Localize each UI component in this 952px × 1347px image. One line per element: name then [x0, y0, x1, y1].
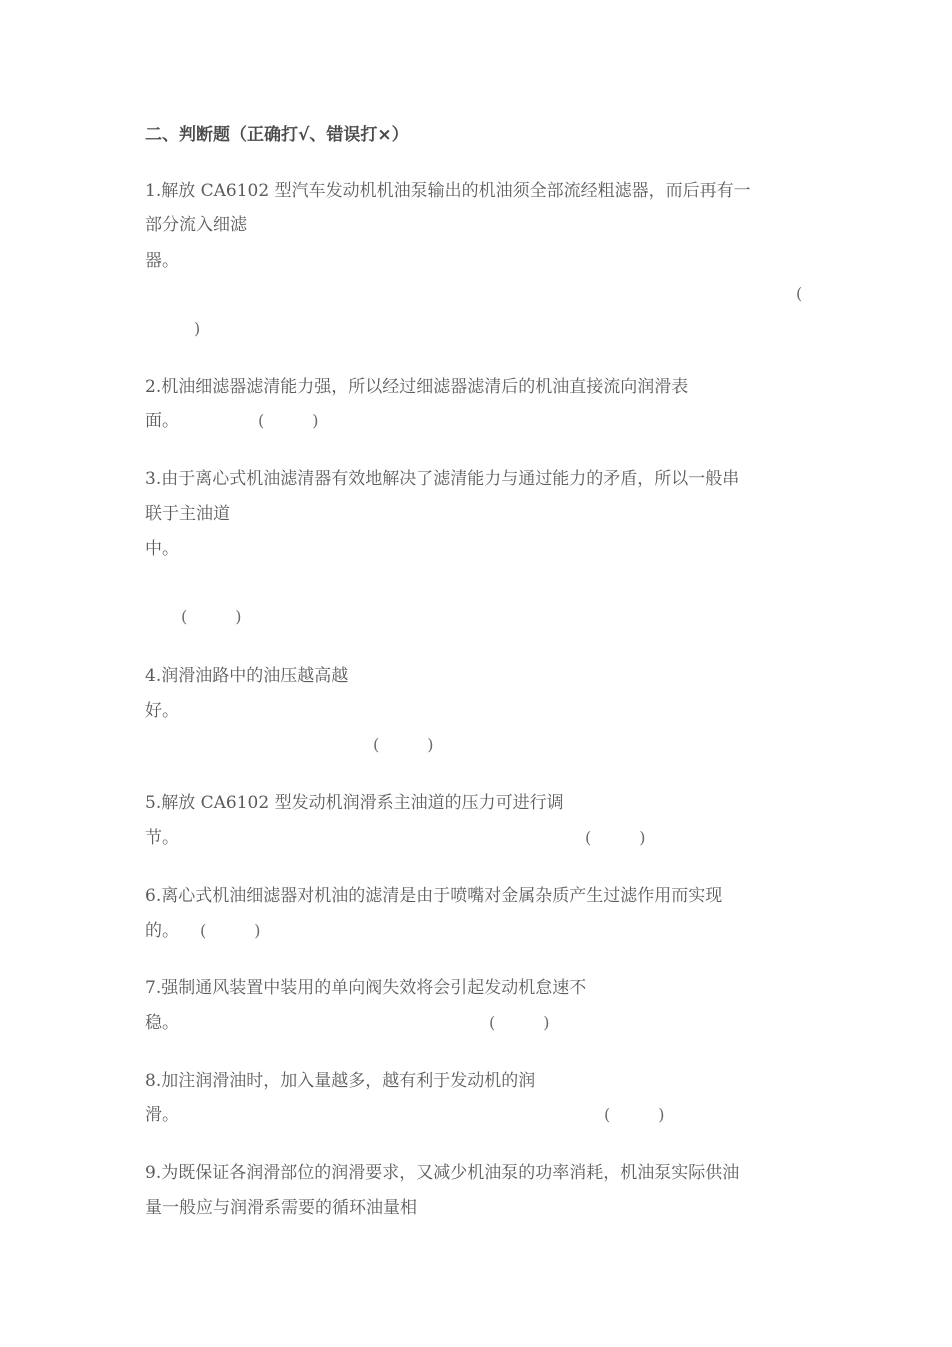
question-3-line-3: 中。	[145, 539, 179, 559]
question-5-answer-blank: ( )	[585, 828, 646, 847]
question-7-line-2: 稳。	[145, 1013, 179, 1033]
question-5-line-2: 节。	[145, 828, 179, 848]
question-3-line-1: 3.由于离心式机油滤清器有效地解决了滤清能力与通过能力的矛盾，所以一般串	[145, 469, 740, 489]
question-7-line-1: 7.强制通风装置中装用的单向阀失效将会引起发动机怠速不	[145, 978, 587, 998]
question-1-line-1: 1.解放 CA6102 型汽车发动机机油泵输出的机油须全部流经粗滤器，而后再有一	[145, 181, 751, 201]
question-4-line-1: 4.润滑油路中的油压越高越	[145, 666, 349, 686]
question-2-answer-blank: ( )	[258, 411, 319, 430]
question-6-line-2: 的。	[145, 921, 179, 941]
question-2-line-2: 面。	[145, 411, 179, 431]
question-2-line-1: 2.机油细滤器滤清能力强，所以经过细滤器滤清后的机油直接流向润滑表	[145, 377, 689, 397]
question-8-line-2: 滑。	[145, 1105, 179, 1125]
question-9-line-2: 量一般应与润滑系需要的循环油量相	[145, 1198, 417, 1218]
question-6-line-1: 6.离心式机油细滤器对机油的滤清是由于喷嘴对金属杂质产生过滤作用而实现	[145, 886, 723, 906]
question-8-line-1: 8.加注润滑油时，加入量越多，越有利于发动机的润	[145, 1071, 536, 1091]
section-heading: 二、判断题（正确打√、错误打×）	[145, 125, 409, 145]
question-5-line-1: 5.解放 CA6102 型发动机润滑系主油道的压力可进行调	[145, 793, 564, 813]
question-8-answer-blank: ( )	[604, 1105, 665, 1124]
question-1-answer-open: (	[796, 284, 803, 303]
question-1-line-3: 器。	[145, 251, 179, 271]
question-4-answer-blank: ( )	[373, 735, 434, 754]
question-1-line-2: 部分流入细滤	[145, 215, 247, 235]
question-6-answer-blank: ( )	[200, 921, 261, 940]
question-1-answer-close: )	[194, 319, 201, 338]
question-9-line-1: 9.为既保证各润滑部位的润滑要求，又减少机油泵的功率消耗，机油泵实际供油	[145, 1163, 740, 1183]
question-4-line-2: 好。	[145, 701, 179, 721]
question-7-answer-blank: ( )	[489, 1013, 550, 1032]
question-3-answer-blank: ( )	[181, 607, 242, 626]
question-3-line-2: 联于主油道	[145, 504, 230, 524]
